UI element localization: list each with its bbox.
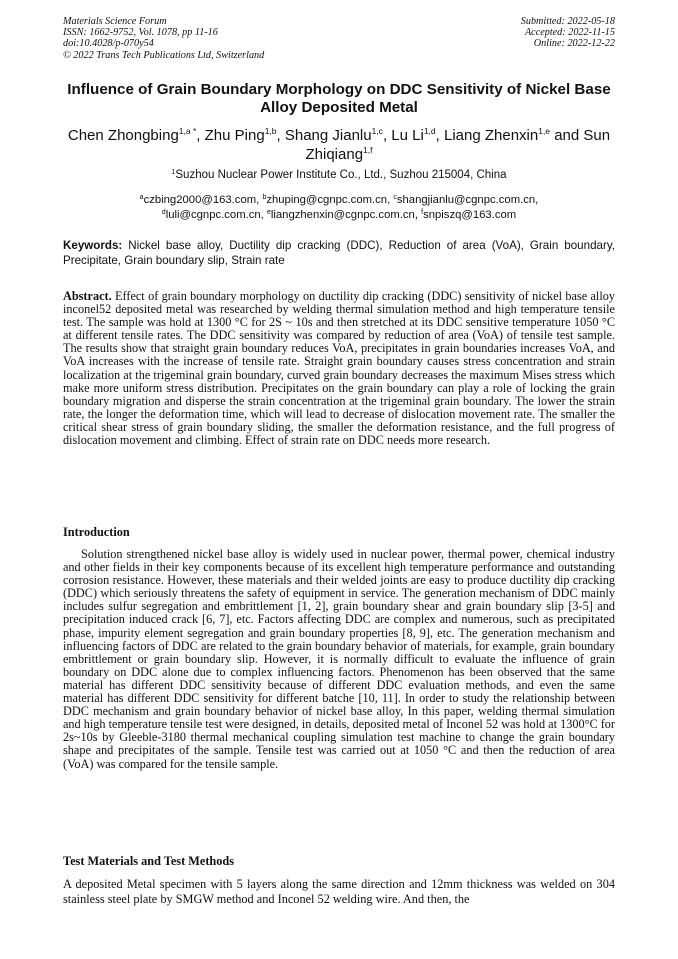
affiliation (63, 168, 615, 182)
email-mark: d (161, 208, 166, 216)
author-affil-mark: 1,e (538, 126, 551, 136)
affiliation-text: Suzhou Nuclear Power Institute Co., Ltd., Suzhou 215004, China (175, 169, 507, 181)
author-name: Zhu Ping (204, 127, 265, 144)
affiliation-mark: 1 (171, 169, 176, 176)
submitted-date: Submitted: 2022-05-18 (520, 16, 615, 27)
author-separator: , (196, 127, 205, 144)
author-name: Chen Zhongbing (67, 127, 179, 144)
email-mark: c (393, 194, 397, 201)
author-separator: and (550, 127, 584, 144)
email-mark: b (262, 194, 267, 201)
author-list (63, 126, 615, 164)
test-methods-paragraph: A deposited Metal specimen with 5 layers along the same direction and 12mm thickness was welded on 304 stainless steel plate by SMGW method and Inconel 52 welding wire. And then, the (63, 877, 615, 906)
keywords-label: Keywords: (63, 239, 123, 252)
email-address[interactable]: liangzhenxin@cgnpc.com.cn, (270, 208, 422, 221)
keywords-text: Nickel base alloy, Ductility dip cracking (DDC), Reduction of area (VoA), Grain boundary, Precipitate, Grain boundary slip, Strain rate (63, 239, 615, 267)
abstract-section (63, 290, 615, 447)
author-separator: , (382, 127, 392, 144)
email-address[interactable]: snpiszq@163.com (423, 208, 517, 221)
introduction-paragraph: Solution strengthened nickel base alloy is widely used in nuclear power, thermal power, chemical industry and other fields in their key components because of its excellent high temperature performance and outstanding corrosion resistance. However, these materials and their welded joints are easy to produce ductility dip cracking (DDC) which seriously threatens the safety of equipment in service. The generation mechanism of DDC mainly includes sulfur segregation and embrittlement [1, 2], grain boundary shear and grain boundary slip [3-5] and precipitation induced crack [6, 7], etc. Factors affecting DDC are complex and numerous, such as precipitated phase, impurity element segregation and grain boundary properties [8, 9], etc. The generation mechanism and influencing factors of DDC are related to the grain boundary behavior of materials, for example, grain boundary embrittlement or grain boundary slip. However, it is normally difficult to evaluate the influence of grain boundary on DDC alone due to complex influencing factors. Phenomenon has been observed that the same material has different DDC sensitivity because of different DDC evaluation methods, and even the same material has different DDC sensitivity for different batche [10, 11]. In order to study the relationship between DDC mechanism and grain boundary behavior of nickel base alloy, In this paper, welding thermal simulation and high temperature tensile test were designed, in details, deposited metal of Inconel 52 was hold at 1300°C for 2s~10s by Gleeble-3180 thermal mechanical coupling simulation test machine to change the grain boundary shape and precipitates of the sample. Tensile test was carried out at 1050 °C and then the reduction of area (VoA) was compared for the tensile sample. (63, 547, 615, 771)
email-address[interactable]: shangjianlu@cgnpc.com.cn, (396, 194, 539, 206)
author-affil-mark: 1,c (371, 126, 383, 136)
author-name: Lu Li (391, 127, 424, 144)
author-emails (63, 193, 615, 222)
submission-dates (521, 16, 615, 50)
online-date: Online: 2022-12-22 (533, 38, 615, 50)
email-mark: a (139, 194, 144, 201)
abstract-text: Effect of grain boundary morphology on ductility dip cracking (DDC) sensitivity of nickel base alloy inconel52 deposited metal was researched by welding thermal simulation method and high temperature tensile test. The sample was hold at 1300 °C for 2S ~ 10s and then stretched at its DDC sensitive temperature 1050 °C at different tensile rates. The DDC sensitivity was compared by reduction of area (VoA) of tensile test sample. The results show that straight grain boundary reduces VoA, precipitates in grain boundaries increases VoA, and VoA increases with the increase of tensile rate. Straight grain boundary causes stress concentration and strain localization at the trigeminal grain boundary, curved grain boundary decreases the maximum Mises stress which make more uniform stress distribution. Precipitates on the grain boundary can play a role of locking the grain boundary migration and disperse the strain concentration at the trigeminal grain boundary. The lower the strain rate, the longer the deformation time, which will lead to decrease of dislocation movement rate. The smaller the critical shear stress of grain boundary sliding, the smaller the deformation resistance, and the full progress of dislocation movement and climbing. Effect of strain rate on DDC needs more research. (63, 289, 615, 448)
author-name: Sun Zhiqiang (305, 127, 611, 163)
email-line (63, 193, 615, 208)
journal-info (63, 16, 264, 61)
test-methods-heading: Test Materials and Test Methods (63, 854, 235, 868)
keywords-section (63, 238, 615, 268)
email-address[interactable]: luli@cgnpc.com.cn, (165, 208, 267, 221)
introduction-heading: Introduction (63, 525, 130, 539)
journal-issn: ISSN: 1662-9752, Vol. 1078, pp 11-16 (63, 27, 218, 39)
author-affil-mark: 1,f (363, 145, 373, 155)
paper-title: Influence of Grain Boundary Morphology on DDC Sensitivity of Nickel Base Alloy Deposited Metal (67, 81, 611, 116)
email-line (63, 208, 615, 223)
author-name: Liang Zhenxin (443, 127, 539, 144)
author-name: Shang Jianlu (284, 127, 372, 144)
author-separator: , (435, 127, 444, 144)
journal-copyright: © 2022 Trans Tech Publications Ltd, Switzerland (63, 49, 265, 61)
email-mark: e (266, 208, 271, 216)
author-affil-mark: 1,a * (178, 126, 197, 136)
email-mark: f (421, 208, 424, 216)
email-address[interactable]: zhuping@cgnpc.com.cn, (266, 194, 394, 206)
journal-doi[interactable]: doi:10.4028/p-070y54 (63, 38, 154, 50)
journal-name: Materials Science Forum (63, 16, 167, 27)
author-affil-mark: 1,b (264, 126, 277, 136)
abstract-label: Abstract. (63, 289, 112, 303)
author-affil-mark: 1,d (423, 126, 436, 136)
author-separator: , (276, 127, 285, 144)
email-address[interactable]: czbing2000@163.com, (143, 194, 263, 206)
accepted-date: Accepted: 2022-11-15 (524, 27, 615, 39)
